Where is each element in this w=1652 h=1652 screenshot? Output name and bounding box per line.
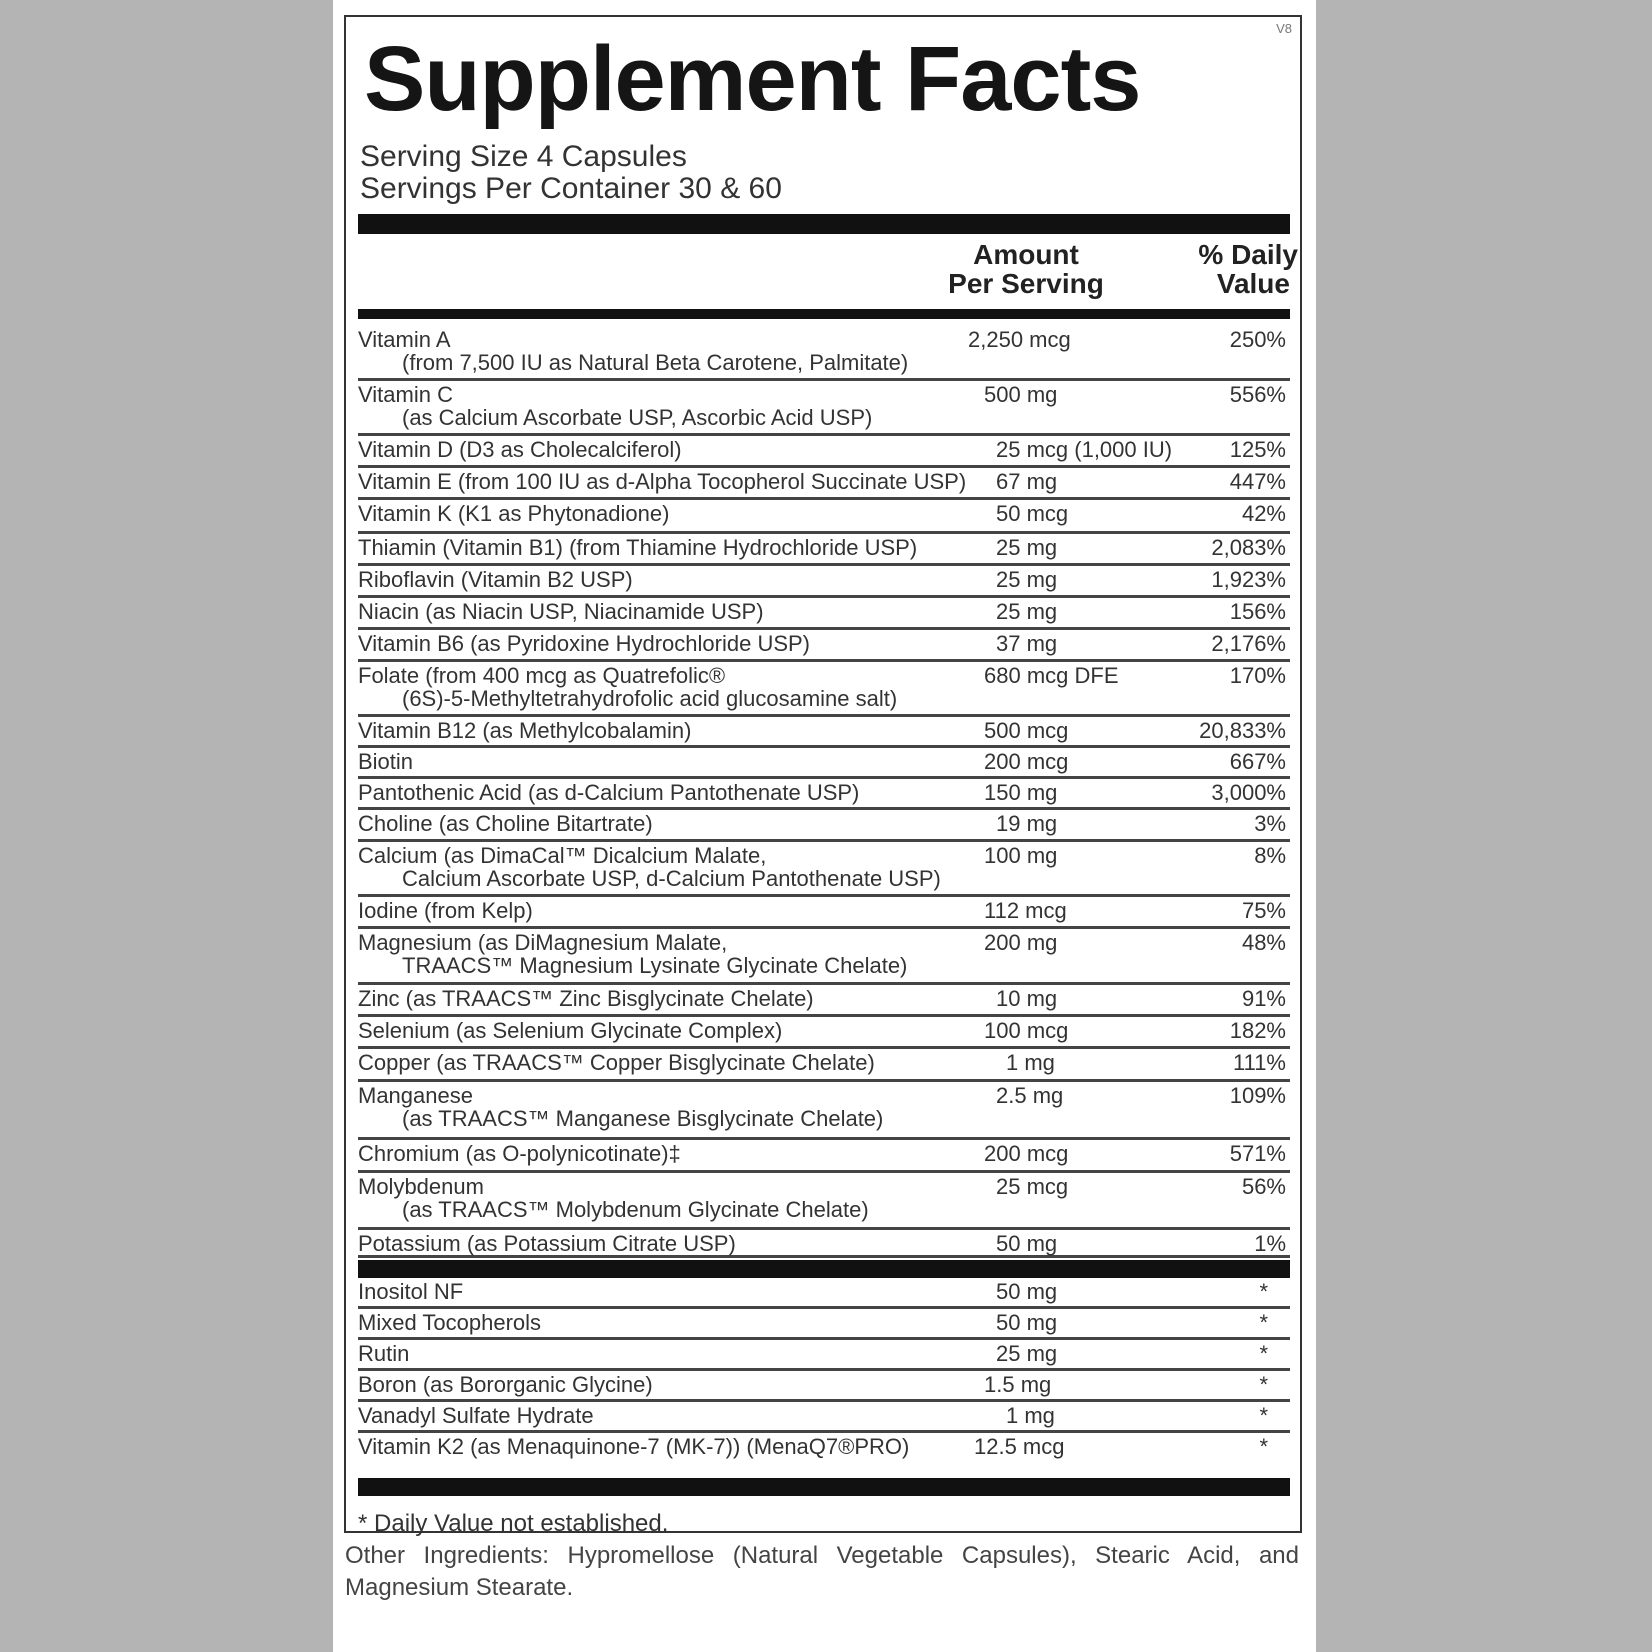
other-nutrient-row (358, 1371, 1290, 1402)
nutrient-daily-value: 182% (1229, 1018, 1286, 1043)
nutrient-daily-value: 3,000% (1211, 780, 1286, 805)
nutrient-daily-value: 447% (1229, 469, 1286, 494)
nutrient-name: Manganese (as TRAACS™ Manganese Bisglycinate Chelate) (358, 1083, 884, 1131)
nutrient-daily-value: 75% (1241, 898, 1286, 923)
nutrient-source: (as Calcium Ascorbate USP, Ascorbic Acid USP) (402, 405, 873, 430)
nutrient-amount: 500 mcg (984, 718, 1069, 743)
nutrient-row (358, 1173, 1290, 1230)
footnote: * Daily Value not established. (358, 1510, 669, 1537)
nutrient-name: Inositol NF (358, 1279, 464, 1304)
nutrient-daily-value: 667% (1229, 749, 1286, 774)
nutrient-daily-value: 2,176% (1211, 631, 1286, 656)
nutrient-source: TRAACS™ Magnesium Lysinate Glycinate Chelate) (402, 953, 908, 978)
nutrient-row (358, 566, 1290, 598)
nutrient-row (358, 326, 1290, 381)
nutrient-amount: 112 mcg (984, 898, 1067, 923)
nutrient-name: Magnesium (as DiMagnesium Malate, TRAACS™ Magnesium Lysinate Glycinate Chelate) (358, 930, 908, 978)
column-header-amount: Amount Per Serving (948, 239, 1104, 299)
nutrient-daily-value: * (1259, 1434, 1268, 1459)
nutrient-amount: 680 mcg DFE (984, 663, 1119, 688)
nutrient-amount: 500 mg (984, 382, 1058, 407)
nutrient-name: Molybdenum (as TRAACS™ Molybdenum Glycinate Chelate) (358, 1174, 869, 1222)
nutrient-source: (6S)-5-Methyltetrahydrofolic acid glucosamine salt) (402, 686, 898, 711)
nutrient-daily-value: * (1259, 1279, 1268, 1304)
nutrient-name: Vitamin B12 (as Methylcobalamin) (358, 718, 692, 743)
nutrient-amount: 25 mg (996, 1341, 1058, 1366)
nutrient-row (358, 1017, 1290, 1049)
nutrient-daily-value: 91% (1241, 986, 1286, 1011)
nutrient-name: Boron (as Bororganic Glycine) (358, 1372, 653, 1397)
nutrient-name: Chromium (as O-polynicotinate)‡ (358, 1141, 681, 1166)
nutrient-name: Vanadyl Sulfate Hydrate (358, 1403, 594, 1428)
nutrient-row (358, 1082, 1290, 1140)
serving-size: Serving Size 4 Capsules (360, 140, 687, 173)
nutrient-amount: 10 mg (996, 986, 1058, 1011)
nutrient-daily-value: 8% (1254, 843, 1286, 868)
nutrient-amount: 2,250 mcg (968, 327, 1071, 352)
nutrient-amount: 1.5 mg (984, 1372, 1052, 1397)
nutrient-amount: 50 mg (996, 1279, 1058, 1304)
nutrient-name: Pantothenic Acid (as d-Calcium Pantothenate USP) (358, 780, 860, 805)
nutrient-name: Selenium (as Selenium Glycinate Complex) (358, 1018, 783, 1043)
nutrient-amount: 25 mcg (1,000 IU) (996, 437, 1173, 462)
nutrient-daily-value: 250% (1229, 327, 1286, 352)
nutrient-amount: 1 mg (1006, 1050, 1055, 1075)
nutrient-name: Iodine (from Kelp) (358, 898, 533, 923)
nutrient-row (358, 748, 1290, 779)
nutrient-daily-value: 170% (1229, 663, 1286, 688)
nutrient-name: Choline (as Choline Bitartrate) (358, 811, 653, 836)
nutrient-daily-value: 42% (1241, 501, 1286, 526)
nutrient-amount: 25 mg (996, 567, 1058, 592)
nutrient-row (358, 1049, 1290, 1082)
nutrient-name: Niacin (as Niacin USP, Niacinamide USP) (358, 599, 764, 624)
nutrient-source: (as TRAACS™ Manganese Bisglycinate Chelate) (402, 1106, 884, 1131)
nutrient-daily-value: 556% (1229, 382, 1286, 407)
label-title: Supplement Facts (364, 28, 1141, 130)
nutrient-amount: 67 mg (996, 469, 1058, 494)
nutrient-daily-value: 1% (1254, 1231, 1286, 1256)
nutrient-name: Rutin (358, 1341, 410, 1366)
nutrient-daily-value: 109% (1229, 1083, 1286, 1108)
divider-thick-other (358, 1260, 1290, 1278)
nutrient-daily-value: 56% (1241, 1174, 1286, 1199)
nutrient-table (358, 326, 1290, 1464)
nutrient-name: Vitamin K (K1 as Phytonadione) (358, 501, 670, 526)
nutrient-name: Vitamin E (from 100 IU as d-Alpha Tocopherol Succinate USP) (358, 469, 967, 494)
nutrient-row (358, 598, 1290, 630)
divider-thick-top (358, 214, 1290, 234)
nutrient-amount: 150 mg (984, 780, 1058, 805)
nutrient-amount: 2.5 mg (996, 1083, 1064, 1108)
nutrient-amount: 25 mcg (996, 1174, 1069, 1199)
nutrient-daily-value: * (1259, 1341, 1268, 1366)
nutrient-row (358, 1230, 1290, 1258)
nutrient-name: Copper (as TRAACS™ Copper Bisglycinate Chelate) (358, 1050, 875, 1075)
nutrient-amount: 1 mg (1006, 1403, 1055, 1428)
nutrient-daily-value: 2,083% (1211, 535, 1286, 560)
nutrient-row (358, 985, 1290, 1017)
nutrient-amount: 12.5 mcg (974, 1434, 1065, 1459)
supplement-facts-panel (344, 15, 1302, 1537)
nutrient-name: Vitamin D (D3 as Cholecalciferol) (358, 437, 682, 462)
nutrient-daily-value: 125% (1229, 437, 1286, 462)
nutrient-amount: 50 mg (996, 1231, 1058, 1256)
other-nutrient-row (358, 1278, 1290, 1309)
divider-header (358, 309, 1290, 319)
nutrient-amount: 200 mcg (984, 1141, 1069, 1166)
nutrient-name: Vitamin B6 (as Pyridoxine Hydrochloride USP) (358, 631, 810, 656)
nutrient-amount: 25 mg (996, 535, 1058, 560)
nutrient-name: Calcium (as DimaCal™ Dicalcium Malate, Calcium Ascorbate USP, d-Calcium Pantothenate USP) (358, 843, 941, 891)
nutrient-daily-value: 20,833% (1199, 718, 1286, 743)
nutrient-daily-value: * (1259, 1372, 1268, 1397)
divider-thick-bottom (358, 1478, 1290, 1496)
nutrient-name: Riboflavin (Vitamin B2 USP) (358, 567, 633, 592)
nutrient-daily-value: 571% (1229, 1141, 1286, 1166)
nutrient-daily-value: 48% (1241, 930, 1286, 955)
nutrient-row (358, 436, 1290, 468)
nutrient-daily-value: * (1259, 1310, 1268, 1335)
version-mark: V8 (1276, 21, 1292, 36)
nutrient-amount: 100 mg (984, 843, 1058, 868)
column-header-daily-value: % Daily Value (1198, 239, 1298, 299)
nutrient-name: Mixed Tocopherols (358, 1310, 542, 1335)
nutrient-row (358, 1140, 1290, 1173)
nutrient-row (358, 381, 1290, 436)
serving-info (360, 141, 782, 205)
nutrient-amount: 50 mcg (996, 501, 1069, 526)
other-ingredients: Other Ingredients: Hypromellose (Natural Vegetable Capsules), Stearic Acid, and Magnesium Stearate. (345, 1542, 1299, 1601)
nutrient-name: Thiamin (Vitamin B1) (from Thiamine Hydrochloride USP) (358, 535, 918, 560)
nutrient-row (358, 842, 1290, 897)
other-nutrient-row (358, 1433, 1290, 1464)
nutrient-source: Calcium Ascorbate USP, d-Calcium Pantothenate USP) (402, 866, 941, 891)
nutrient-daily-value: 156% (1229, 599, 1286, 624)
nutrient-row (358, 468, 1290, 500)
nutrient-name: Biotin (358, 749, 414, 774)
nutrient-amount: 25 mg (996, 599, 1058, 624)
nutrient-source: (as TRAACS™ Molybdenum Glycinate Chelate) (402, 1197, 869, 1222)
nutrient-name: Vitamin A (from 7,500 IU as Natural Beta Carotene, Palmitate) (358, 327, 909, 375)
servings-per-container: Servings Per Container 30 & 60 (360, 172, 782, 205)
nutrient-amount: 37 mg (996, 631, 1058, 656)
nutrient-row (358, 662, 1290, 717)
nutrient-daily-value: * (1259, 1403, 1268, 1428)
nutrient-daily-value: 1,923% (1211, 567, 1286, 592)
nutrient-amount: 100 mcg (984, 1018, 1069, 1043)
nutrient-row (358, 630, 1290, 662)
nutrient-name: Zinc (as TRAACS™ Zinc Bisglycinate Chelate) (358, 986, 814, 1011)
nutrient-row (358, 534, 1290, 566)
nutrient-name: Vitamin C (as Calcium Ascorbate USP, Ascorbic Acid USP) (358, 382, 873, 430)
nutrient-amount: 50 mg (996, 1310, 1058, 1335)
nutrient-row (358, 717, 1290, 748)
nutrient-name: Folate (from 400 mcg as Quatrefolic® (6S)-5-Methyltetrahydrofolic acid glucosamine salt) (358, 663, 898, 711)
nutrient-amount: 200 mg (984, 930, 1058, 955)
other-nutrient-row (358, 1340, 1290, 1371)
other-nutrient-row (358, 1402, 1290, 1433)
nutrient-row (358, 779, 1290, 810)
nutrient-row (358, 810, 1290, 842)
nutrient-row (358, 500, 1290, 534)
nutrient-source: (from 7,500 IU as Natural Beta Carotene, Palmitate) (402, 350, 909, 375)
nutrient-row (358, 897, 1290, 929)
nutrient-amount: 200 mcg (984, 749, 1069, 774)
nutrient-daily-value: 3% (1254, 811, 1286, 836)
nutrient-daily-value: 111% (1232, 1050, 1286, 1075)
nutrient-name: Potassium (as Potassium Citrate USP) (358, 1231, 736, 1256)
other-nutrient-row (358, 1309, 1290, 1340)
nutrient-amount: 19 mg (996, 811, 1058, 836)
nutrient-row (358, 929, 1290, 985)
nutrient-name: Vitamin K2 (as Menaquinone-7 (MK-7)) (MenaQ7®PRO) (358, 1434, 910, 1459)
